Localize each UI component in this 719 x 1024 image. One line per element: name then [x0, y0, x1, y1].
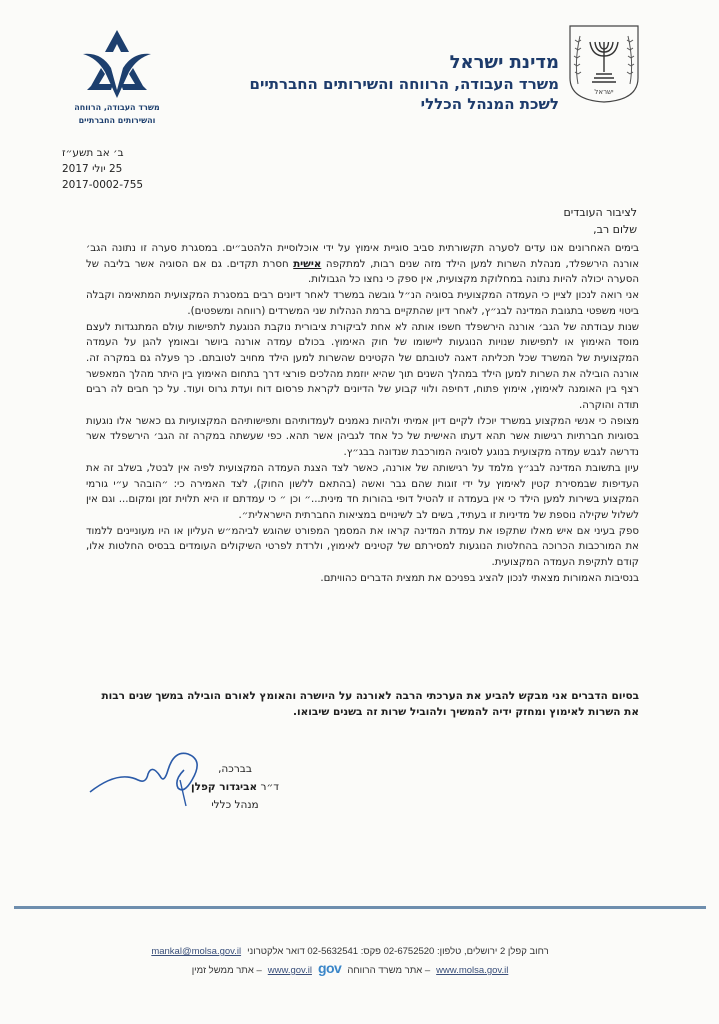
addressee-block: [564, 204, 638, 238]
ministry-name: משרד העבודה, הרווחה והשירותים החברתיים: [249, 75, 559, 93]
emphasis-personal: אישית: [293, 258, 322, 270]
footer-divider: [14, 906, 706, 909]
ministry-logo-icon: [77, 28, 157, 100]
paragraph-4: מצופה כי אנשי המקצוע במשרד יוכלו לקיים דיון אמיתי ולהיות נאמנים לעמדותיהם ותפישותיהם המקצועיות גם כאשר אלו נוגעות בסוגיות חברתיות רגישות אשר תהא דעתו האישית של כל אחד לגביהן אשר תהא. כפי שעשתה במקרה זה הגב׳ הירשפלד אשר נדרשה לגבש עמדה מקצועית בנוגע לסוגיה המורכבת שנדונה בבג״ץ.: [86, 415, 639, 459]
ministry-logo-block: [62, 28, 172, 126]
footer-address: רחוב קפלן 2 ירושלים, טלפון: 02-6752520 פקס: 02-5632541 דואר אלקטרוני: [247, 946, 549, 957]
gregorian-date: 25 יולי 2017: [62, 163, 123, 175]
signer-name: ד״ר אביגדור קפלן: [191, 781, 279, 793]
logo-caption-line1: משרד העבודה, הרווחה: [74, 103, 160, 112]
letter-body: [86, 241, 639, 586]
reference-number: 2017-0002-755: [62, 179, 144, 191]
gov-site-label: – אתר ממשל זמין: [191, 965, 262, 976]
molsa-site-link[interactable]: www.molsa.gov.il: [436, 965, 509, 976]
footer-contact-row: [100, 944, 600, 960]
salutation: בברכה,: [218, 763, 252, 775]
gov-logo-icon: gov: [317, 960, 342, 976]
addressee: לציבור העובדים: [563, 206, 637, 219]
gov-site-link[interactable]: www.gov.il: [267, 965, 312, 976]
greeting: שלום רב,: [593, 223, 637, 236]
hebrew-date: ב׳ אב תשע״ז: [62, 147, 124, 159]
footer: [100, 944, 600, 979]
signature-block: [180, 760, 290, 814]
logo-caption-line2: והשירותים החברתיים: [78, 116, 156, 125]
paragraph-2: אני רואה לנכון לציין כי העמדה המקצועית בסוגיה הנ״ל גובשה במשרד לאחר דיונים רבים במסגרת המקצועית המתאימה וקבלה ביטוי משפטי בתגובת המדינה לבג״ץ, לאחר דיון שהתקיים ברמת הנהלות שני המשרדים (רווחה ומשפטים).: [86, 290, 639, 317]
state-name: מדינת ישראל: [449, 52, 559, 73]
closing-paragraph: בסיום הדברים אני מבקש להביע את הערכתי הרבה לאורנה על היושרה והאומץ לאורם הובילה במשך שנים רבות את השרות לאימוץ ומחזק ידיה להמשיך ולהוביל שרות זה בשנים שיבואו.: [101, 690, 639, 718]
email-link[interactable]: mankal@molsa.gov.il: [151, 946, 242, 957]
letterhead-title: [250, 52, 559, 114]
paragraph-3: שנות עבודתה של הגב׳ אורנה הירשפלד חשפו אותה לא אחת לביקורת ציבורית נוקבת הנוגעת לתפישות עולם המתנגדות לעצם מוסד האימוץ או לתפישות שנויות הנוגעות ליישומו של חוק האימוץ. בכולם עמדה אורנה ביושר ובאומץ להגן על העמדה המקצועית של המשרד שכל תכליתה דאגה לטובתם של הקטינים שהשרות למען הילד מחויב לטובתם. כך פעלה גם במקרה זה. אורנה הובילה את השרות למען הילד במהלך השנים תוך שהיא יוזמת מהלכים פורצי דרך בתחום האימוץ בין היתר מהלך המאפשר רצף בין האומנה לאימוץ, אימוץ פתוח, דחיפה ולווי קבוע של הדיונים לקראת פרסום דוח ועדת גרוס ועוד. על כך חבים לה רבים תודה והוקרה.: [86, 321, 639, 412]
molsa-site-label: – אתר משרד הרווחה: [347, 965, 431, 976]
letter-meta: [62, 145, 143, 193]
signer-role: מנהל כללי: [211, 799, 259, 811]
paragraph-5: עיון בתשובת המדינה לבג״ץ מלמד על רגישותה של אורנה, כאשר לצד הצגת העמדה המקצועית לפיה אין לבטל, בשלב זה את העדיפות שבמסירת קטין לאימוץ על ידי זוגות שהם גבר ואשה (בהתאם ללשון החוק), לצד האמירה כי: ״הובהר ע״י גורמי המקצוע בשירות למען הילד כי אין בעמדה זו להטיל דופי בהורות חד מינית...״ וכן ״ כי עמדתם זו היא תלוית זמן ומקום... וגם אין לשלול שקילה נוספת של מדיניות זו בעתיד, בשים לב לשינויים במציאות החברתית הישראלית״.: [86, 462, 639, 521]
office-name: לשכת המנהל הכללי: [420, 95, 559, 113]
emblem-label: ישראל: [594, 88, 614, 96]
paragraph-1: בימים האחרונים אנו עדים לסערה תקשורתית סביב סוגיית אימוץ על ידי אוכלוסיית הלהטב״ים. במסגרת סערה זו נתונה הגב׳ אורנה הירשפלד, מנהלת השרות למען הילד מזה שנים רבות, למתקפה אישית חסרת תקדים. גם אם הסוגיה אשר בליבה של הסערה יכולה להיות נתונה במחלוקת מקצועית, אין ספק כי נחצו כל הגבולות.: [86, 243, 639, 286]
state-emblem-icon: [566, 22, 642, 104]
footer-links-row: [100, 960, 600, 979]
paragraph-6: ספק בעיני אם איש מאלו שתקפו את עמדת המדינה קראו את המסמך המפורט שהוגש לביהמ״ש העליון או היו מעוניינים ללמוד את המורכבות הכרוכה בהחלטות הנוגעות למסירתם של קטינים לאימוץ, ולרדת לפרטי השיקולים העומדים בבסיס החלטות אלו, קודם לתקיפת העמדה המקצועית.: [86, 525, 639, 569]
paragraph-7: בנסיבות האמורות מצאתי לנכון להציג בפניכם את תמצית הדברים כהוויתם.: [320, 572, 639, 584]
